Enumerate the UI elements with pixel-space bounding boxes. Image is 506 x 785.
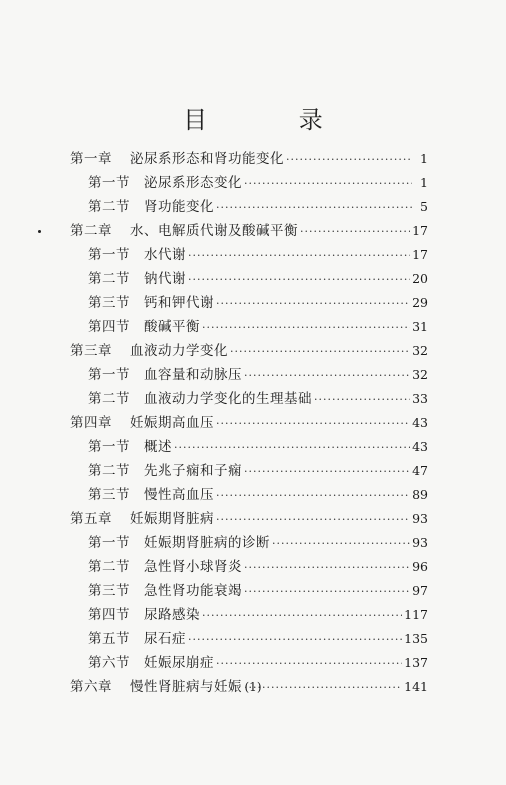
entry-number: 第二节 (88, 463, 130, 479)
entry-title: 急性肾小球肾炎 (144, 559, 242, 575)
toc-entry-section (88, 652, 428, 674)
entry-number: 第四章 (70, 415, 112, 431)
entry-number: 第一节 (88, 439, 130, 455)
entry-page: 20 (412, 271, 428, 286)
entry-page: 1 (420, 175, 428, 190)
entry-title: 水、电解质代谢及酸碱平衡 (130, 223, 298, 239)
toc-entry-section (88, 628, 428, 650)
entry-number: 第五章 (70, 511, 112, 527)
entry-number: 第二节 (88, 199, 130, 215)
scan-speck (38, 230, 41, 233)
dot-leader (244, 581, 410, 603)
dot-leader (216, 653, 402, 675)
entry-number: 第一章 (70, 151, 112, 167)
toc-entry-section (88, 316, 428, 338)
entry-title: 妊娠尿崩症 (144, 655, 214, 671)
entry-page: 137 (404, 655, 428, 670)
dot-leader (244, 557, 410, 579)
toc-entry-section (88, 580, 428, 602)
entry-number: 第三节 (88, 295, 130, 311)
entry-number: 第二节 (88, 559, 130, 575)
entry-page: 93 (412, 511, 428, 526)
entry-number: 第六章 (70, 679, 112, 695)
entry-page: 89 (412, 487, 428, 502)
entry-title: 泌尿系形态变化 (144, 175, 242, 191)
entry-page: 141 (404, 679, 428, 694)
entry-page: 47 (412, 463, 428, 478)
dot-leader (244, 461, 410, 483)
dot-leader (216, 413, 410, 435)
toc-entry-section (88, 388, 428, 410)
entry-title: 血容量和动脉压 (144, 367, 242, 383)
entry-number: 第五节 (88, 631, 130, 647)
entry-title: 慢性高血压 (144, 487, 214, 503)
dot-leader (202, 605, 402, 627)
toc-entry-chapter-5 (70, 508, 428, 530)
entry-page: 17 (412, 247, 428, 262)
dot-leader (314, 389, 410, 411)
dot-leader (244, 173, 412, 195)
entry-page: 32 (412, 343, 428, 358)
dot-leader (272, 533, 410, 555)
dot-leader (216, 197, 412, 219)
entry-title: 泌尿系形态和肾功能变化 (130, 151, 284, 167)
entry-page: 1 (420, 151, 428, 166)
entry-page: 17 (412, 223, 428, 238)
entry-title: 妊娠期高血压 (130, 415, 214, 431)
entry-number: 第四节 (88, 319, 130, 335)
entry-number: 第三节 (88, 487, 130, 503)
entry-title: 概述 (144, 439, 172, 455)
entry-title: 钙和钾代谢 (144, 295, 214, 311)
dot-leader (286, 149, 412, 171)
toc-entry-section (88, 460, 428, 482)
entry-page: 117 (404, 607, 428, 622)
page-title: 目 录 (183, 106, 365, 134)
dot-leader (216, 293, 410, 315)
dot-leader (230, 341, 410, 363)
dot-leader (216, 509, 410, 531)
toc-entry-chapter-3 (70, 340, 428, 362)
entry-title: 肾功能变化 (144, 199, 214, 215)
toc-entry-section (88, 604, 428, 626)
entry-number: 第三节 (88, 583, 130, 599)
entry-number: 第一节 (88, 247, 130, 263)
toc-entry-section (88, 172, 428, 194)
entry-title: 钠代谢 (144, 271, 186, 287)
toc-entry-chapter-2 (70, 220, 428, 242)
toc-entry-section (88, 196, 428, 218)
entry-number: 第二节 (88, 271, 130, 287)
toc-entry-section (88, 436, 428, 458)
toc-entry-section (88, 268, 428, 290)
entry-page: 135 (404, 631, 428, 646)
toc-entry-chapter-1 (70, 148, 428, 170)
entry-number: 第六节 (88, 655, 130, 671)
entry-number: 第二章 (70, 223, 112, 239)
entry-title: 急性肾功能衰竭 (144, 583, 242, 599)
dot-leader (188, 269, 410, 291)
entry-title: 先兆子痫和子痫 (144, 463, 242, 479)
entry-number: 第三章 (70, 343, 112, 359)
toc-entry-section (88, 484, 428, 506)
entry-page: 31 (412, 319, 428, 334)
toc-entry-section (88, 364, 428, 386)
toc-entry-chapter-4 (70, 412, 428, 434)
entry-number: 第一节 (88, 367, 130, 383)
dot-leader (188, 629, 402, 651)
entry-page: 43 (412, 439, 428, 454)
dot-leader (216, 485, 410, 507)
entry-page: 97 (412, 583, 428, 598)
entry-page: 93 (412, 535, 428, 550)
dot-leader (202, 317, 410, 339)
entry-page: 33 (412, 391, 428, 406)
entry-title: 尿石症 (144, 631, 186, 647)
entry-title: 酸碱平衡 (144, 319, 200, 335)
entry-title: 水代谢 (144, 247, 186, 263)
entry-title: 妊娠期肾脏病的诊断 (144, 535, 270, 551)
entry-page: 96 (412, 559, 428, 574)
entry-title: 尿路感染 (144, 607, 200, 623)
entry-number: 第四节 (88, 607, 130, 623)
dot-leader (174, 437, 410, 459)
entry-title: 妊娠期肾脏病 (130, 511, 214, 527)
table-of-contents (0, 148, 506, 695)
entry-page: 29 (412, 295, 428, 310)
entry-page: 32 (412, 367, 428, 382)
entry-page: 5 (420, 199, 428, 214)
entry-number: 第一节 (88, 535, 130, 551)
toc-entry-section (88, 244, 428, 266)
toc-entry-section (88, 532, 428, 554)
entry-page: 43 (412, 415, 428, 430)
entry-title: 慢性肾脏病与妊娠 (130, 679, 242, 695)
entry-title: 血液动力学变化 (130, 343, 228, 359)
toc-entry-section (88, 556, 428, 578)
dot-leader (188, 245, 410, 267)
toc-entry-section (88, 292, 428, 314)
entry-number: 第一节 (88, 175, 130, 191)
entry-title: 血液动力学变化的生理基础 (144, 391, 312, 407)
page-folio: (1) (244, 680, 262, 694)
entry-number: 第二节 (88, 391, 130, 407)
dot-leader (300, 221, 410, 243)
dot-leader (244, 365, 410, 387)
